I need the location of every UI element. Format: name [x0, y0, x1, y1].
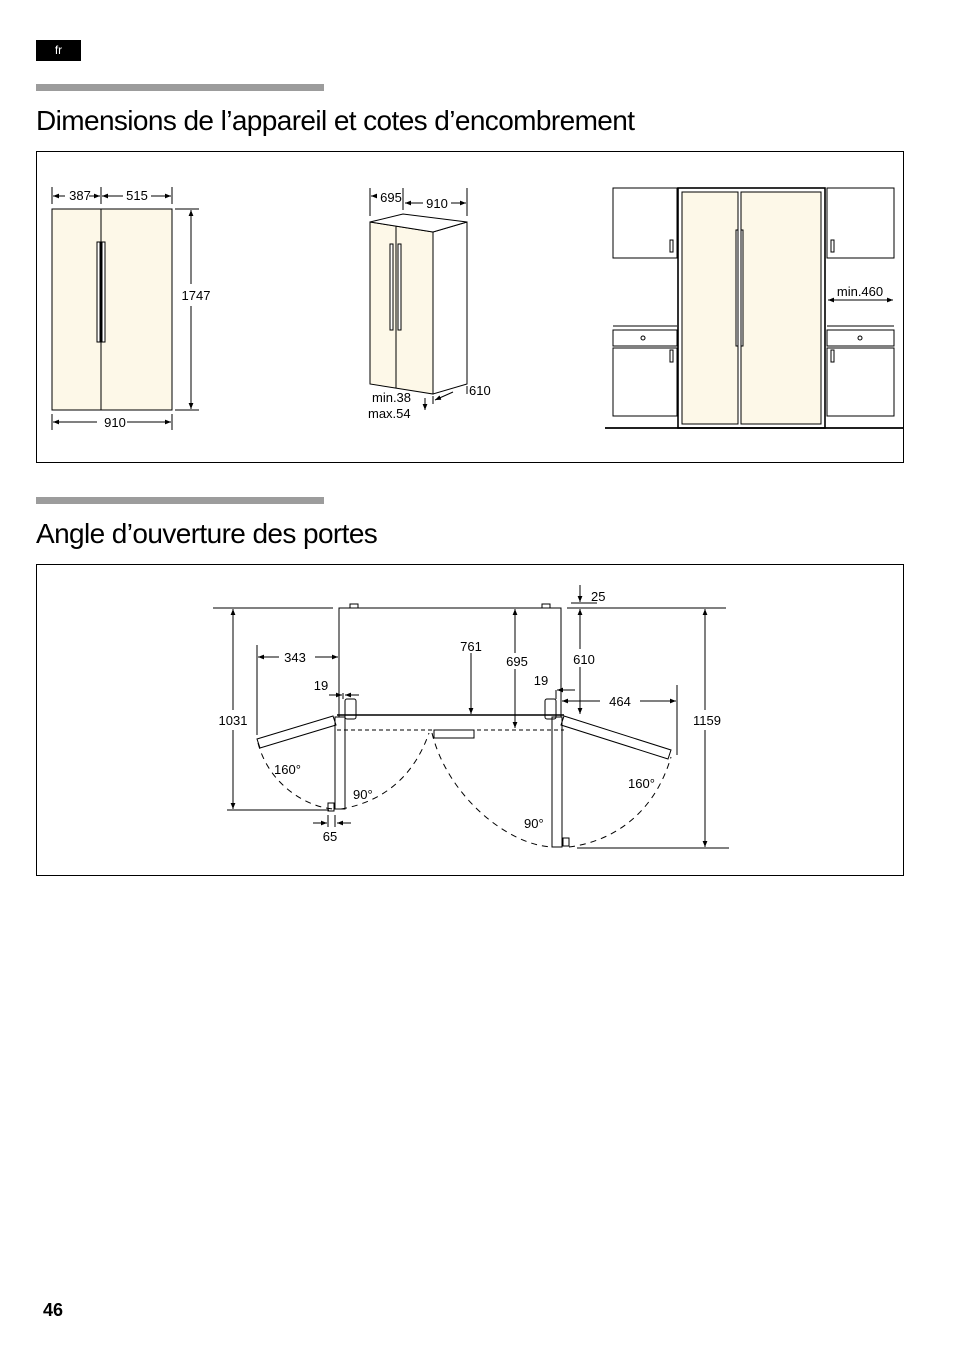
page-number: 46: [43, 1300, 64, 1320]
installed-view: [605, 188, 903, 428]
angle-90-right: 90°: [524, 816, 544, 831]
dim-343: 343: [284, 650, 306, 665]
angle-160-right: 160°: [628, 776, 655, 791]
dim-761: 761: [460, 639, 482, 654]
persp-dim-width-top: 910: [426, 196, 448, 211]
installed-min-width: min.460: [836, 284, 884, 299]
persp-dim-depth-top: 695: [380, 190, 402, 205]
perspective-view: [370, 188, 467, 410]
language-tag: fr: [36, 40, 81, 61]
front-dim-left-door: 387: [69, 188, 91, 203]
front-view: [52, 187, 199, 430]
door-angle-figure: [36, 564, 904, 876]
persp-gap-max: max.54: [368, 406, 411, 421]
dimensions-figure: [36, 151, 904, 463]
dimensions-drawing: [37, 152, 905, 464]
door-plan-lines: [213, 585, 729, 848]
front-dim-width: 910: [104, 415, 126, 430]
dim-19-right: 19: [533, 673, 549, 688]
dim-610: 610: [573, 652, 595, 667]
front-dim-height: 1747: [181, 288, 211, 303]
dim-1031: 1031: [218, 713, 248, 728]
dim-464: 464: [609, 694, 631, 709]
front-dim-right-door: 515: [126, 188, 148, 203]
door-angle-drawing: [37, 565, 905, 877]
section-rule: [36, 497, 324, 504]
dim-695: 695: [506, 654, 528, 669]
section-rule: [36, 84, 324, 91]
dim-65: 65: [322, 829, 338, 844]
dim-25: 25: [591, 589, 606, 604]
persp-gap-min: min.38: [372, 390, 412, 405]
persp-dim-depth-side: 610: [469, 383, 491, 398]
angle-90-left: 90°: [353, 787, 373, 802]
dim-1159: 1159: [693, 713, 721, 728]
dim-19-left: 19: [313, 678, 329, 693]
section-title-dimensions: Dimensions de l’appareil et cotes d’encombrement: [36, 105, 635, 136]
angle-160-left: 160°: [274, 762, 301, 777]
section-title-door-angle: Angle d’ouverture des portes: [36, 518, 378, 549]
